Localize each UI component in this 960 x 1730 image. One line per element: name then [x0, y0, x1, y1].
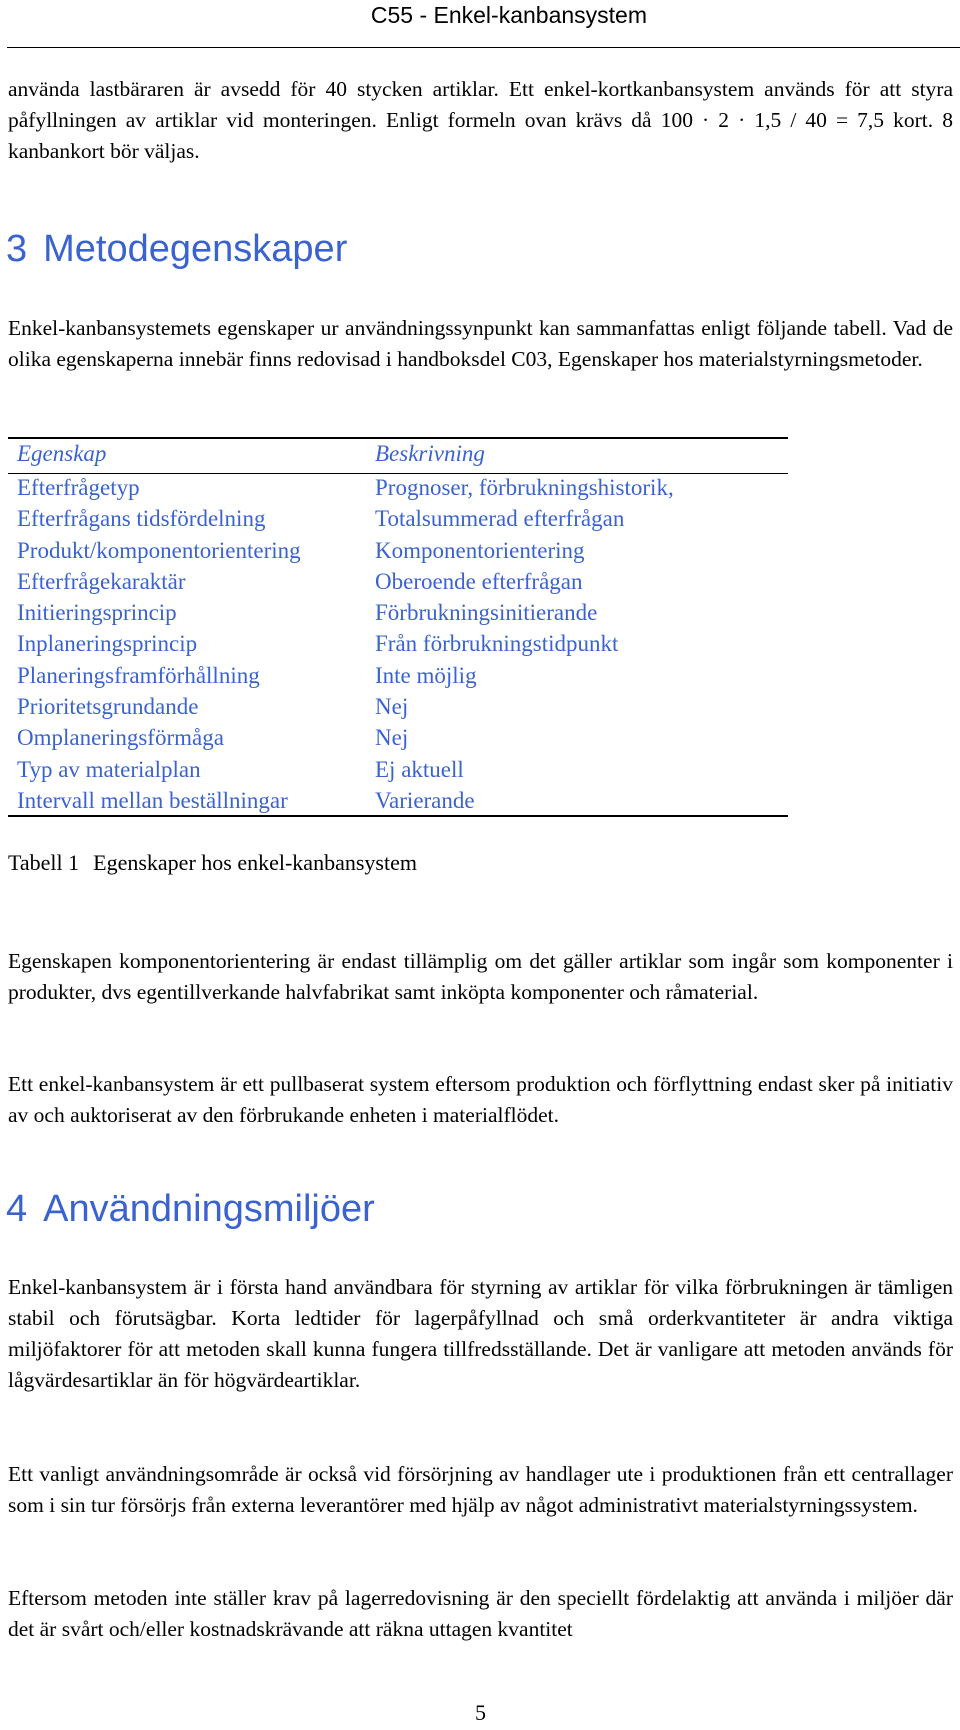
row-property: Efterfrågans tidsfördelning [17, 506, 266, 532]
table-caption [8, 850, 417, 876]
row-property: Omplaneringsförmåga [17, 725, 224, 751]
table-row [8, 505, 788, 536]
table-row [8, 724, 788, 755]
section-3-title: Metodegenskaper [43, 228, 348, 270]
row-description: Prognoser, förbrukningshistorik, [375, 475, 674, 500]
section-4-number: 4 [6, 1188, 28, 1230]
section-3-number: 3 [6, 228, 28, 270]
table-row [8, 630, 788, 661]
paragraph-pullbaserat: Ett enkel-kanbansystem är ett pullbaserat system eftersom produktion och förflyttning endast sker på initiativ av och auktoriserat av den förbrukande enheten i materialflödet. [8, 1072, 953, 1127]
table-row [8, 693, 788, 724]
row-property: Prioritetsgrundande [17, 694, 199, 720]
section-3-heading [6, 228, 347, 271]
table-row [8, 756, 788, 787]
page-number: 5 [475, 1700, 486, 1725]
table-row [8, 787, 788, 818]
row-description: Nej [375, 694, 409, 720]
row-property: Initieringsprincip [17, 600, 177, 626]
row-description: Från förbrukningstidpunkt [375, 631, 619, 657]
row-description: Förbrukningsinitierande [375, 600, 598, 626]
table-row [8, 568, 788, 599]
row-property: Planeringsframförhållning [17, 662, 260, 688]
page-header [0, 0, 960, 48]
section-4-paragraph-1: Enkel-kanbansystem är i första hand användbara för styrning av artiklar för vilka förbrukningen är tämligen stabil och förutsägbar. Korta ledtider för lagerpåfyllnad och små orderkvantiteter är andra viktiga miljöfaktorer för att metoden skall kunna fungera tillfredsställande. Det är vanligare att metoden används för lågvärdesartiklar än för högvärdeartiklar. [8, 1275, 953, 1392]
section-3-paragraph: Enkel-kanbansystemets egenskaper ur användningssynpunkt kan sammanfattas enligt följande tabell. Vad de olika egenskaperna innebär finns redovisad i handboksdel C03, Egenskaper hos materialstyrningsmetoder. [8, 316, 953, 371]
row-description: Totalsummerad efterfrågan [375, 506, 625, 532]
table-header-description: Beskrivning [375, 441, 485, 466]
table-top-rule [8, 437, 788, 439]
section-4-paragraph-2: Ett vanligt användningsområde är också vid försörjning av handlager ute i produktionen från ett centrallager som i sin tur försörjs från externa leverantörer med hjälp av något administrativt materialstyrningssystem. [8, 1462, 953, 1517]
paragraph-komponentorientering: Egenskapen komponentorientering är endast tillämplig om det gäller artiklar som ingår som komponenter i produkter, dvs egentillverkande halvfabrikat samt inköpta komponenter och råmaterial. [8, 949, 953, 1004]
section-4-heading [6, 1188, 375, 1231]
row-description: Nej [375, 725, 409, 751]
section-4-title: Användningsmiljöer [43, 1188, 375, 1230]
table-header-property: Egenskap [17, 441, 107, 466]
table-row [8, 662, 788, 693]
row-property: Intervall mellan beställningar [17, 787, 288, 813]
row-property: Typ av materialplan [17, 756, 201, 782]
row-property: Efterfrågetyp [17, 475, 140, 500]
header-title: C55 - Enkel-kanbansystem [370, 2, 647, 28]
table-row [8, 537, 788, 568]
row-description: Oberoende efterfrågan [375, 568, 583, 594]
section-4-paragraph-3: Eftersom metoden inte ställer krav på lagerredovisning är den speciellt fördelaktig att använda i miljöer där det är svårt och/eller kostnadskrävande att räkna uttagen kvantitet [8, 1586, 953, 1641]
row-description: Varierande [375, 787, 475, 813]
row-description: Komponentorientering [375, 537, 585, 563]
table-caption-label: Tabell 1 [8, 850, 80, 875]
table-row [8, 474, 788, 505]
row-property: Efterfrågekaraktär [17, 568, 186, 594]
table-caption-text: Egenskaper hos enkel-kanbansystem [93, 850, 417, 875]
table-bottom-rule [8, 815, 788, 817]
row-description: Ej aktuell [375, 756, 464, 782]
row-property: Inplaneringsprincip [17, 631, 198, 657]
row-property: Produkt/komponentorientering [17, 537, 301, 563]
header-divider [7, 47, 960, 48]
table-row [8, 599, 788, 630]
intro-paragraph: använda lastbäraren är avsedd för 40 stycken artiklar. Ett enkel-kortkanbansystem används för att styra påfyllningen av artiklar vid monteringen. Enligt formeln ovan krävs då 100 · 2 · 1,5 / 40 = 7,5 kort. 8 kanbankort bör väljas. [8, 77, 953, 163]
table-body [8, 474, 788, 818]
row-description: Inte möjlig [375, 662, 477, 688]
